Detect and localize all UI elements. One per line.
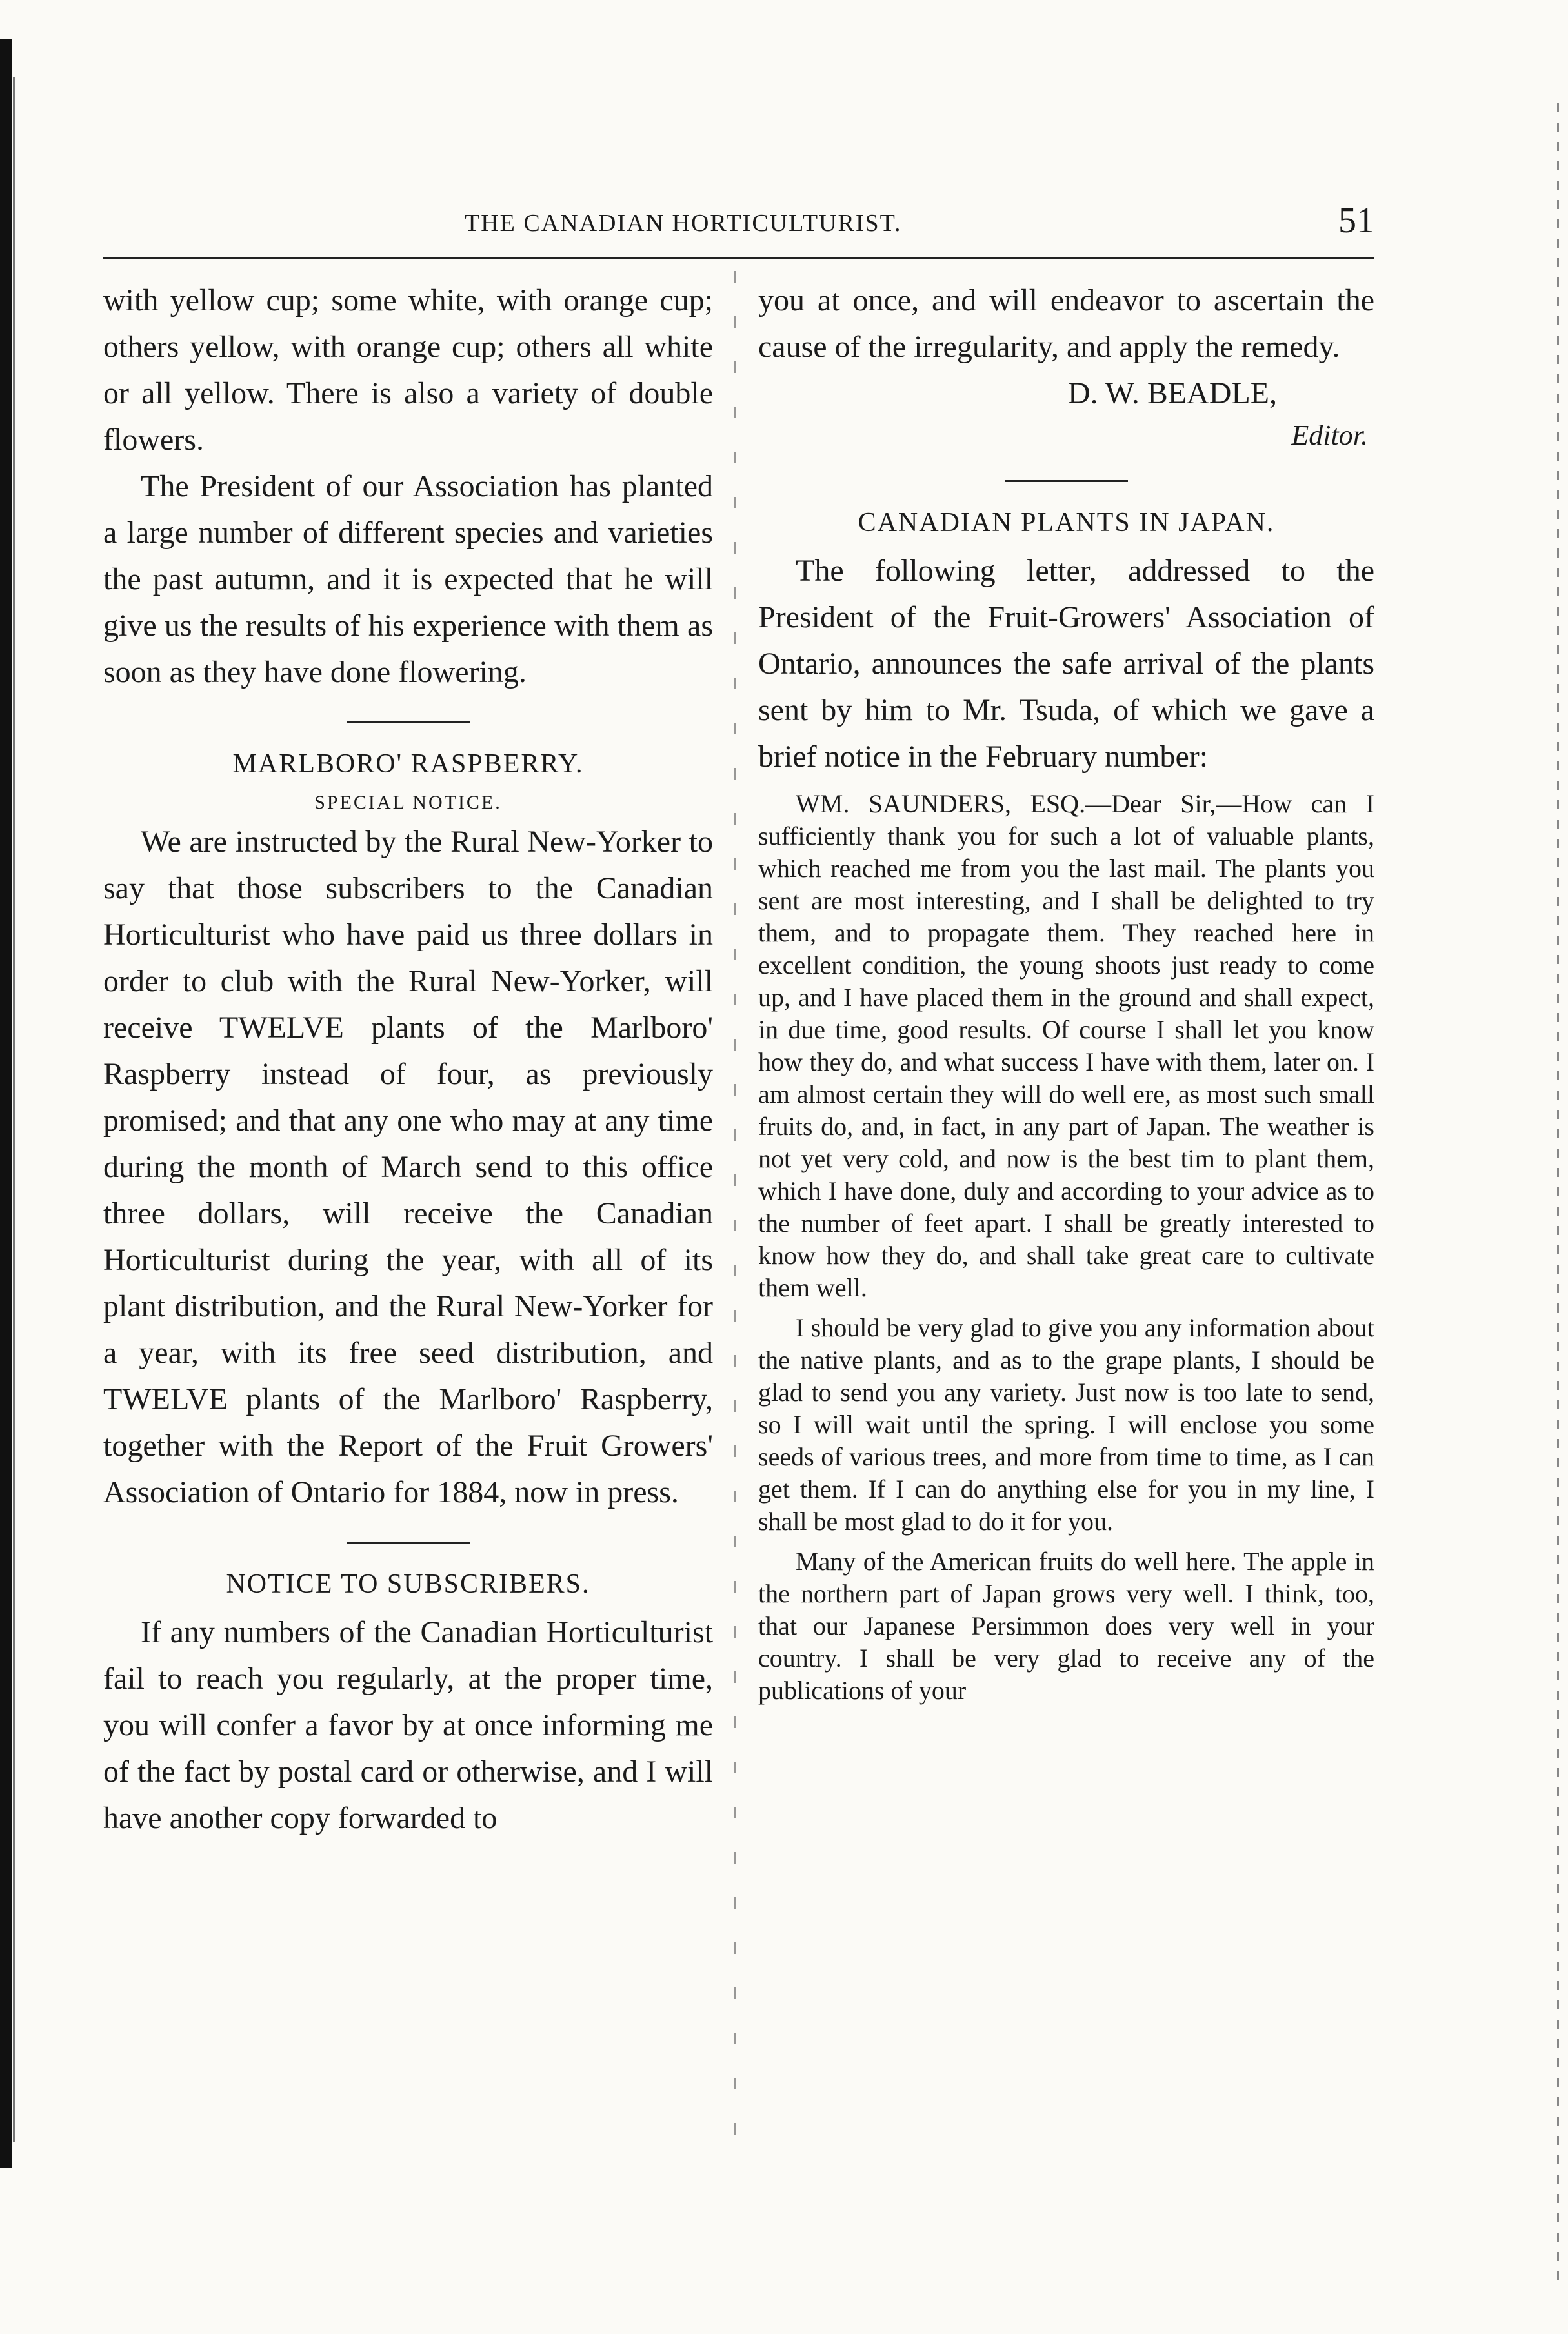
- header-rule: [103, 257, 1374, 259]
- page-edge: [1557, 103, 1559, 2284]
- marlboro-subheading: SPECIAL NOTICE.: [314, 792, 502, 813]
- notice-heading: NOTICE TO SUBSCRIBERS.: [226, 1569, 590, 1599]
- signature-title: Editor.: [1291, 419, 1368, 451]
- notice-continued: you at once, and will endeavor to ascertain the cause of the irregularity, and apply the remedy.: [758, 283, 1374, 364]
- japan-intro: The following letter, addressed to the President of the Fruit-Growers' Association of Ontario, announces the safe arrival of the plants sent by him to Mr. Tsuda, of which we gave a brief notice in the February number:: [758, 554, 1374, 774]
- marlboro-paragraph: We are instructed by the Rural New-Yorker to say that those subscribers to the Canadian Horticulturist who have paid us three dollars in order to club with the Rural New-Yorker, will receive TWELVE plants of the Marlboro' Raspberry instead of four, as previously promised; and that any one who may at any time during the month of March send to this office three dollars, will receive the Canadian Horticulturist during the year, with all of its plant distribution, and the Rural New-Yorker for a year, with its free seed distribution, and TWELVE plants of the Marlboro' Raspberry, together with the Report of the Fruit Growers' Association of Ontario for 1884, now in press.: [103, 825, 713, 1509]
- binding-shadow: [13, 77, 15, 2142]
- marlboro-heading: MARLBORO' RASPBERRY.: [232, 749, 584, 779]
- section-rule: [347, 1542, 470, 1544]
- column-divider: [734, 271, 736, 2155]
- narcissus-paragraph-end: with yellow cup; some white, with orange cup; others yellow, with orange cup; others all white or all yellow. There is also a variety of double flowers.: [103, 283, 713, 457]
- binding-edge: [0, 39, 12, 2168]
- president-paragraph: The President of our Association has planted a large number of different species and varieties the past autumn, and it is expected that he will give us the results of his experience with them as soon as they have done flowering.: [103, 469, 713, 689]
- running-title: THE CANADIAN HORTICULTURIST.: [465, 210, 902, 237]
- right-column: [758, 277, 1374, 1707]
- section-rule: [347, 721, 470, 723]
- letter-paragraph: WM. SAUNDERS, ESQ.—Dear Sir,—How can I sufficiently thank you for such a lot of valuable plants, which reached me from you the last mail. The plants you sent are most interesting, and I shall be delighted to try them, and to propagate them. They reached here in excellent condition, the young shoots just ready to come up, and I have placed them in the ground and shall expect, in due time, good results. Of course I shall let you know how they do, and what success I have with them, later on. I am almost certain they will do well ere, as most such small fruits do, and, in fact, in any part of Japan. The weather is not yet very cold, and now is the best tim to plant them, which I have done, duly and according to your advice as to the number of feet apart. I shall be greatly interested to know how they do, and shall take great care to cultivate them well.: [758, 789, 1374, 1302]
- notice-paragraph: If any numbers of the Canadian Horticulturist fail to reach you regularly, at the proper time, you will confer a favor by at once informing me of the fact by postal card or otherwise, and I will have another copy forwarded to: [103, 1615, 713, 1835]
- signature-name: D. W. BEADLE,: [1068, 376, 1277, 410]
- letter-paragraph: I should be very glad to give you any information about the native plants, and as to the grape plants, I should be glad to send you any variety. Just now is too late to send, so I will wait until the spring. I will enclose you some seeds of various trees, and more from time to time, as I can get them. If I can do anything else for you in my line, I shall be most glad to do it for you.: [758, 1313, 1374, 1536]
- japan-heading: CANADIAN PLANTS IN JAPAN.: [858, 508, 1275, 538]
- left-column: [103, 277, 713, 1842]
- letter-paragraph: Many of the American fruits do well here. The apple in the northern part of Japan grows very well. I think, too, that our Japanese Persimmon does very well in your country. I shall be very glad to receive any of the publications of your: [758, 1547, 1374, 1705]
- page-header: [103, 200, 1374, 245]
- section-rule: [1005, 480, 1128, 482]
- page-number: 51: [1338, 201, 1374, 241]
